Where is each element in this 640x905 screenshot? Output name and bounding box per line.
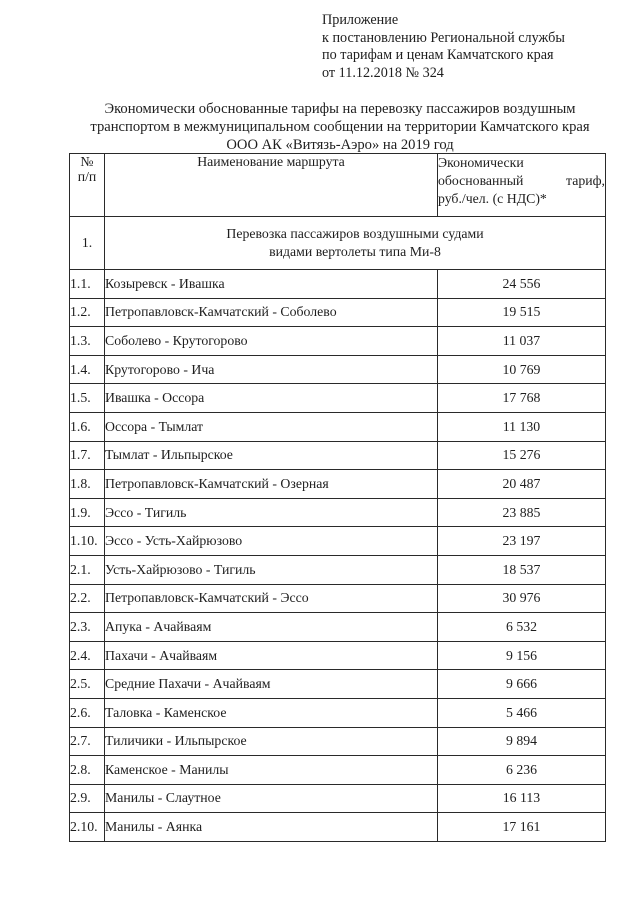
- route-number: 2.9.: [70, 784, 105, 813]
- route-name: Петропавловск-Камчатский - Соболево: [105, 298, 438, 327]
- route-number: 2.8.: [70, 756, 105, 785]
- route-tariff: 15 276: [438, 441, 606, 470]
- route-name: Крутогорово - Ича: [105, 355, 438, 384]
- route-tariff: 20 487: [438, 470, 606, 499]
- route-name: Средние Пахачи - Ачайваям: [105, 670, 438, 699]
- route-tariff: 6 532: [438, 613, 606, 642]
- route-name: Апука - Ачайваям: [105, 613, 438, 642]
- route-tariff: 6 236: [438, 756, 606, 785]
- table-row: [70, 412, 606, 441]
- title-line: Экономически обоснованные тарифы на перевозку пассажиров воздушным: [104, 101, 576, 117]
- route-tariff: 16 113: [438, 784, 606, 813]
- table-row: [70, 527, 606, 556]
- route-name: Пахачи - Ачайваям: [105, 641, 438, 670]
- route-tariff: 5 466: [438, 698, 606, 727]
- route-number: 2.5.: [70, 670, 105, 699]
- route-tariff: 17 768: [438, 384, 606, 413]
- route-number: 2.10.: [70, 813, 105, 842]
- route-number: 1.8.: [70, 470, 105, 499]
- header-tariff: [438, 154, 606, 217]
- table-row: [70, 784, 606, 813]
- route-tariff: 23 197: [438, 527, 606, 556]
- route-name: Оссора - Тымлат: [105, 412, 438, 441]
- route-number: 2.6.: [70, 698, 105, 727]
- section-row: [70, 217, 606, 270]
- table-row: [70, 813, 606, 842]
- route-number: 2.7.: [70, 727, 105, 756]
- route-number: 1.6.: [70, 412, 105, 441]
- route-number: 2.3.: [70, 613, 105, 642]
- route-tariff: 11 037: [438, 327, 606, 356]
- document-title: [60, 100, 620, 154]
- route-tariff: 24 556: [438, 270, 606, 299]
- route-name: Тиличики - Ильпырское: [105, 727, 438, 756]
- route-tariff: 10 769: [438, 355, 606, 384]
- route-number: 1.7.: [70, 441, 105, 470]
- route-number: 1.10.: [70, 527, 105, 556]
- table-row: [70, 298, 606, 327]
- header-tariff-line: обоснованный тариф,: [438, 173, 605, 188]
- header-route: Наименование маршрута: [105, 154, 438, 217]
- route-name: Тымлат - Ильпырское: [105, 441, 438, 470]
- tariff-table: [69, 153, 606, 842]
- appendix-line: к постановлению Региональной службы: [322, 29, 565, 46]
- route-tariff: 9 156: [438, 641, 606, 670]
- route-number: 1.3.: [70, 327, 105, 356]
- header-number-symbol: №: [80, 154, 94, 169]
- route-name: Эссо - Усть-Хайрюзово: [105, 527, 438, 556]
- route-tariff: 9 894: [438, 727, 606, 756]
- table-row: [70, 641, 606, 670]
- appendix-line: от 11.12.2018 № 324: [322, 64, 444, 81]
- table-row: [70, 441, 606, 470]
- route-name: Манилы - Слаутное: [105, 784, 438, 813]
- route-name: Ивашка - Оссора: [105, 384, 438, 413]
- table-row: [70, 584, 606, 613]
- table-row: [70, 384, 606, 413]
- table-row: [70, 756, 606, 785]
- route-number: 2.1.: [70, 555, 105, 584]
- section-number: 1.: [70, 217, 105, 270]
- header-tariff-line: руб./чел. (с НДС)*: [438, 191, 547, 206]
- route-number: 2.2.: [70, 584, 105, 613]
- route-number: 1.5.: [70, 384, 105, 413]
- title-line: транспортом в межмуниципальном сообщении на территории Камчатского края: [90, 119, 590, 135]
- route-name: Петропавловск-Камчатский - Озерная: [105, 470, 438, 499]
- route-name: Соболево - Крутогорово: [105, 327, 438, 356]
- appendix-block: [322, 12, 622, 82]
- route-tariff: 19 515: [438, 298, 606, 327]
- table-row: [70, 327, 606, 356]
- title-line: ООО АК «Витязь-Аэро» на 2019 год: [226, 137, 454, 153]
- route-number: 1.2.: [70, 298, 105, 327]
- table-row: [70, 355, 606, 384]
- section-title-line: Перевозка пассажиров воздушными судами: [226, 226, 484, 241]
- table-row: [70, 270, 606, 299]
- route-tariff: 9 666: [438, 670, 606, 699]
- table-row: [70, 470, 606, 499]
- route-number: 2.4.: [70, 641, 105, 670]
- route-name: Усть-Хайрюзово - Тигиль: [105, 555, 438, 584]
- route-number: 1.9.: [70, 498, 105, 527]
- table-header-row: [70, 154, 606, 217]
- table-row: [70, 727, 606, 756]
- appendix-line: по тарифам и ценам Камчатского края: [322, 47, 554, 63]
- route-name: Каменское - Манилы: [105, 756, 438, 785]
- route-number: 1.1.: [70, 270, 105, 299]
- table-row: [70, 670, 606, 699]
- section-title-line: видами вертолеты типа Ми-8: [269, 244, 441, 259]
- header-number-abbr: п/п: [77, 169, 97, 184]
- route-tariff: 23 885: [438, 498, 606, 527]
- route-name: Таловка - Каменское: [105, 698, 438, 727]
- route-name: Козыревск - Ивашка: [105, 270, 438, 299]
- route-tariff: 11 130: [438, 412, 606, 441]
- table-row: [70, 698, 606, 727]
- table-row: [70, 613, 606, 642]
- section-title: [105, 217, 606, 270]
- route-name: Эссо - Тигиль: [105, 498, 438, 527]
- table-row: [70, 498, 606, 527]
- header-tariff-line: Экономически: [438, 155, 524, 170]
- route-name: Петропавловск-Камчатский - Эссо: [105, 584, 438, 613]
- appendix-line: Приложение: [322, 12, 399, 28]
- route-number: 1.4.: [70, 355, 105, 384]
- table-row: [70, 555, 606, 584]
- route-tariff: 30 976: [438, 584, 606, 613]
- header-number: [70, 154, 105, 217]
- route-name: Манилы - Аянка: [105, 813, 438, 842]
- route-tariff: 18 537: [438, 555, 606, 584]
- route-tariff: 17 161: [438, 813, 606, 842]
